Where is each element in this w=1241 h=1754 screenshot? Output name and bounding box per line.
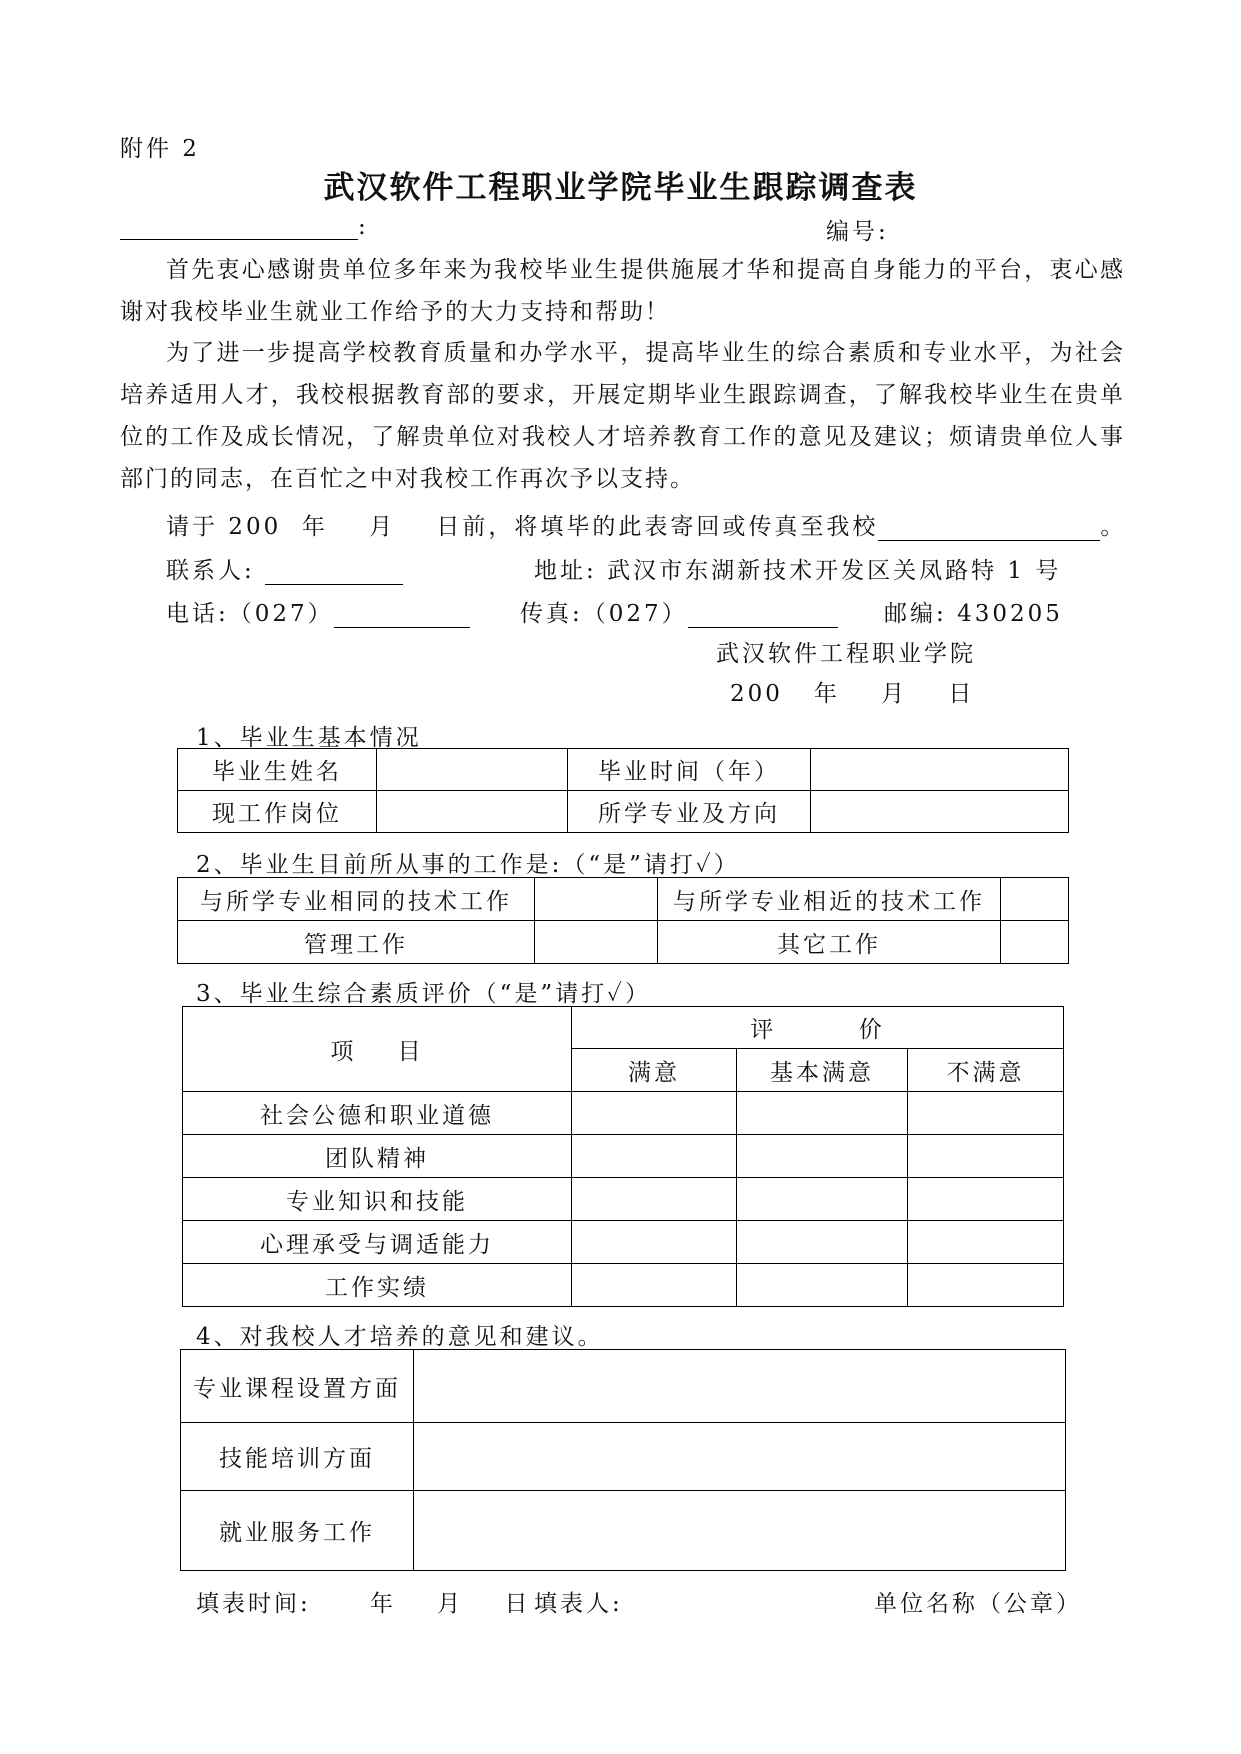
skill-training-label: 技能培训方面 [181, 1423, 414, 1491]
level-basically-satisfied: 基本满意 [737, 1049, 908, 1092]
skills-basic-check[interactable] [737, 1178, 908, 1221]
basic-info-table [177, 748, 1069, 833]
employment-service-label: 就业服务工作 [181, 1491, 414, 1571]
section3-title: 3、毕业生综合素质评价（“是”请打✓） [196, 981, 651, 1007]
serial-number-label: 编号: [826, 219, 889, 245]
section2-title: 2、毕业生目前所从事的工作是:（“是”请打✓） [196, 852, 740, 878]
intro-paragraph-1: 首先衷心感谢贵单位多年来为我校毕业生提供施展才华和提高自身能力的平台，衷心感谢对我校毕业生就业工作给予的大力支持和帮助！ [120, 257, 1125, 325]
unit-name-label: 单位名称（公章） [874, 1591, 1082, 1617]
phone-label: 电话:（027） [166, 601, 334, 627]
section1-title: 1、毕业生基本情况 [196, 725, 422, 751]
school-field[interactable] [878, 514, 1100, 541]
eval-item-skills: 专业知识和技能 [183, 1178, 572, 1221]
filler-label: 填表人: [534, 1591, 623, 1617]
resilience-basic-check[interactable] [737, 1221, 908, 1264]
employment-service-input[interactable] [414, 1491, 1066, 1571]
same-major-work-check[interactable] [535, 878, 658, 921]
eval-item-performance: 工作实绩 [183, 1264, 572, 1307]
page-title: 武汉软件工程职业学院毕业生跟踪调查表 [323, 170, 918, 206]
course-setting-input[interactable] [414, 1350, 1066, 1423]
quality-evaluation-table [182, 1006, 1064, 1307]
recipient-field[interactable] [120, 213, 358, 240]
management-work-check[interactable] [535, 921, 658, 964]
eval-item-ethics: 社会公德和职业道德 [183, 1092, 572, 1135]
intro-paragraph-2: 为了进一步提高学校教育质量和办学水平，提高毕业生的综合素质和专业水平，为社会培养适用人才，我校根据教育部的要求，开展定期毕业生跟踪调查，了解我校毕业生在贵单位的工作及成长情况，了解贵单位对我校人才培养教育工作的意见及建议；烦请贵单位人事部门的同志，在百忙之中对我校工作再次予以支持。 [120, 340, 1125, 492]
fill-time-label: 填表时间: [196, 1591, 311, 1617]
section4-title: 4、对我校人才培养的意见和建议。 [196, 1324, 604, 1350]
suggestions-table [180, 1349, 1066, 1571]
contact-label: 联系人: [166, 558, 255, 584]
current-position-input[interactable] [377, 791, 568, 833]
eval-item-teamwork: 团队精神 [183, 1135, 572, 1178]
performance-unsatisfied-check[interactable] [908, 1264, 1064, 1307]
teamwork-unsatisfied-check[interactable] [908, 1135, 1064, 1178]
deadline-period: 。 [1100, 514, 1127, 540]
ethics-basic-check[interactable] [737, 1092, 908, 1135]
management-work-label: 管理工作 [178, 921, 535, 964]
recipient-colon: : [358, 214, 369, 240]
address-value: 武汉市东湖新技术开发区关凤路特 1 号 [607, 558, 1062, 584]
related-major-work-label: 与所学专业相近的技术工作 [658, 878, 1001, 921]
related-major-work-check[interactable] [1001, 878, 1069, 921]
same-major-work-label: 与所学专业相同的技术工作 [178, 878, 535, 921]
contact-line [166, 552, 403, 585]
other-work-check[interactable] [1001, 921, 1069, 964]
resilience-satisfied-check[interactable] [572, 1221, 737, 1264]
teamwork-basic-check[interactable] [737, 1135, 908, 1178]
graduation-year-input[interactable] [811, 749, 1069, 791]
resilience-unsatisfied-check[interactable] [908, 1221, 1064, 1264]
skill-training-input[interactable] [414, 1423, 1066, 1491]
other-work-label: 其它工作 [658, 921, 1001, 964]
graduate-name-input[interactable] [377, 749, 568, 791]
major-direction-label: 所学专业及方向 [568, 791, 811, 833]
item-header: 项 目 [183, 1007, 572, 1092]
graduation-year-label: 毕业时间（年） [568, 749, 811, 791]
ethics-satisfied-check[interactable] [572, 1092, 737, 1135]
fax-label: 传真:（027） [520, 601, 688, 627]
phone-field[interactable] [334, 601, 470, 628]
deadline-text: 请于 200 年 月 日前，将填毕的此表寄回或传真至我校 [166, 514, 879, 540]
fax-field[interactable] [688, 601, 838, 628]
major-direction-input[interactable] [811, 791, 1069, 833]
phone-line [166, 595, 470, 628]
contact-field[interactable] [265, 558, 403, 585]
level-satisfied: 满意 [572, 1049, 737, 1092]
teamwork-satisfied-check[interactable] [572, 1135, 737, 1178]
fill-time-units: 年 月 日 [370, 1591, 531, 1617]
level-unsatisfied: 不满意 [908, 1049, 1064, 1092]
postcode-value: 430205 [957, 601, 1063, 627]
institution-date: 200 年 月 日 [730, 681, 975, 707]
ethics-unsatisfied-check[interactable] [908, 1092, 1064, 1135]
course-setting-label: 专业课程设置方面 [181, 1350, 414, 1423]
evaluation-header: 评 价 [572, 1007, 1064, 1049]
deadline-line [166, 508, 1126, 541]
address-line [534, 552, 1061, 585]
current-position-label: 现工作岗位 [178, 791, 377, 833]
fax-line [520, 595, 838, 628]
skills-satisfied-check[interactable] [572, 1178, 737, 1221]
institution-name: 武汉软件工程职业学院 [716, 641, 976, 667]
postcode-line [884, 595, 1063, 628]
address-label: 地址: [534, 558, 597, 584]
skills-unsatisfied-check[interactable] [908, 1178, 1064, 1221]
eval-item-resilience: 心理承受与调适能力 [183, 1221, 572, 1264]
attachment-label: 附件 2 [120, 136, 200, 162]
work-type-table [177, 877, 1069, 964]
postcode-label: 邮编: [884, 601, 947, 627]
performance-satisfied-check[interactable] [572, 1264, 737, 1307]
performance-basic-check[interactable] [737, 1264, 908, 1307]
graduate-name-label: 毕业生姓名 [178, 749, 377, 791]
recipient-line [120, 213, 369, 240]
